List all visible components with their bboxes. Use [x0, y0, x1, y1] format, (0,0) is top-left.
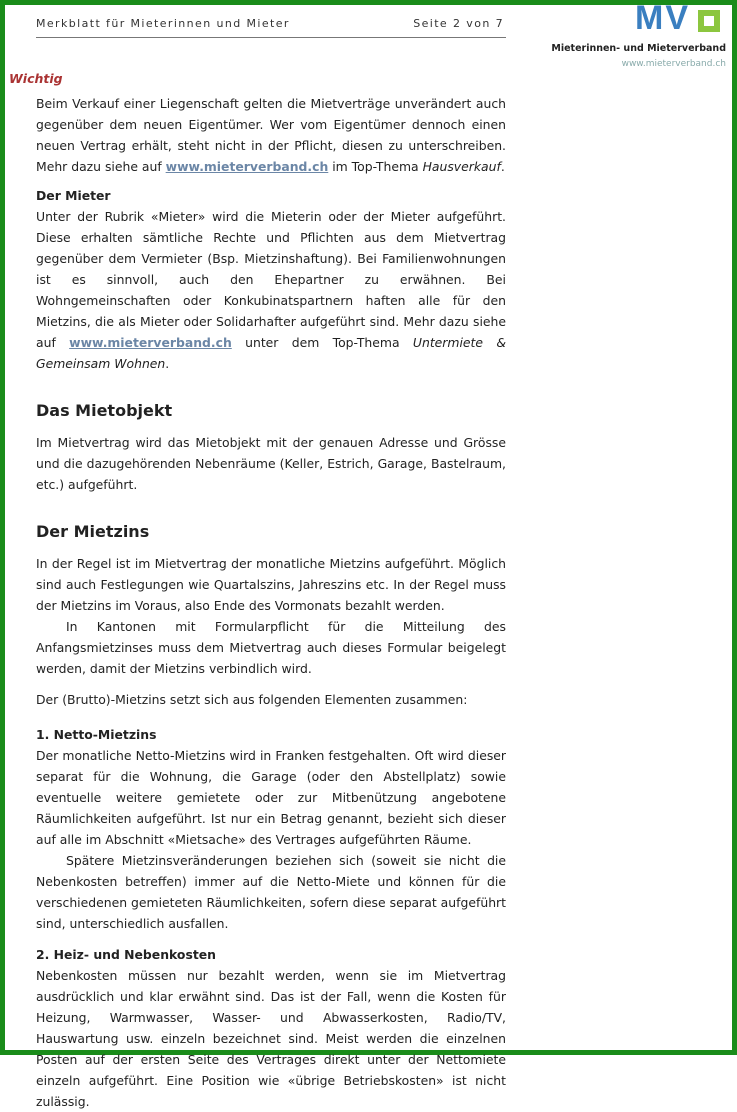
mieter-text-c: .	[165, 356, 170, 371]
netto-p2: Spätere Mietzinsveränderungen beziehen sich (soweit sie nicht die Nebenkosten betreffen) immer auf die Netto-Miete und können für die verschiedenen gemieteten Räumlichkeiten, sofern diese separat aufgeführt sind, unterschiedlich ausfallen.	[36, 853, 506, 931]
logo-website: www.mieterverband.ch	[621, 59, 726, 69]
wichtig-link[interactable]: www.mieterverband.ch	[165, 159, 329, 174]
mieter-text-b: unter dem Top-Thema	[231, 335, 413, 350]
mieter-link[interactable]: www.mieterverband.ch	[69, 335, 232, 350]
wichtig-text	[36, 93, 506, 177]
mietzins-heading: Der Mietzins	[36, 522, 150, 541]
netto-heading: 1. Netto-Mietzins	[36, 727, 157, 742]
mietobjekt-text: Im Mietvertrag wird das Mietobjekt mit der genauen Adresse und Grösse und die dazugehörenden Nebenräume (Keller, Estrich, Garage, Bastelraum, etc.) aufgeführt.	[36, 435, 506, 492]
mieter-text-a: Unter der Rubrik «Mieter» wird die Mieterin oder der Mieter aufgeführt. Diese erhalten sämtliche Rechte und Pflichten aus dem Mietvertrag gegenüber dem Vermieter (Bsp. Mietzinshaftung). Bei Familienwohnungen ist es sinnvoll, auch den Ehepartner zu erwähnen. Bei Wohngemeinschaften oder Konkubinatspartnern haften alle für den Mietzins, die als Mieter oder Solidarhafter aufgeführt sind. Mehr dazu siehe auf	[36, 209, 506, 350]
mieter-heading: Der Mieter	[36, 188, 111, 203]
logo-org-name: Mieterinnen- und Mieterverband	[551, 43, 726, 54]
wichtig-topic: Hausverkauf	[422, 159, 501, 174]
mietzins-p1: In der Regel ist im Mietvertrag der monatliche Mietzins aufgeführt. Möglich sind auch Festlegungen wie Quartalszins, Jahreszins etc. In der Regel muss der Mietzins im Voraus, also Ende des Vormonats bezahlt werden.	[36, 556, 506, 613]
page-header	[36, 15, 506, 38]
mietzins-p3: Der (Brutto)-Mietzins setzt sich aus folgenden Elementen zusammen:	[36, 692, 468, 707]
logo-square-icon	[698, 10, 720, 32]
mieter-topic: Untermiete & Gemeinsam Wohnen	[36, 335, 506, 371]
page-number: Seite 2 von 7	[413, 17, 504, 30]
mieter-text	[36, 206, 506, 374]
header-title: Merkblatt für Mieterinnen und Mieter	[36, 17, 290, 30]
wichtig-label: Wichtig	[9, 71, 63, 86]
mietzins-p2: In Kantonen mit Formularpflicht für die Mitteilung des Anfangsmietzinses muss dem Mietvertrag auch dieses Formular beigelegt werden, damit der Mietzins verbindlich wird.	[36, 619, 506, 676]
main-content	[36, 71, 506, 1112]
neben-p1: Nebenkosten müssen nur bezahlt werden, wenn sie im Mietvertrag ausdrücklich und klar erwähnt sind. Das ist der Fall, wenn die Kosten für Heizung, Warmwasser, Wasser- und Abwasserkosten, Radio/TV, Hauswartung usw. einzeln bezeichnet sind. Meist werden die einzelnen Posten auf der ersten Seite des Vertrages direkt unter der Nettomiete einzeln aufgeführt. Eine Position wie «übrige Betriebskosten» ist nicht zulässig.	[36, 968, 506, 1109]
wichtig-text-b: im Top-Thema	[328, 159, 423, 174]
mv-logo	[551, 0, 728, 71]
wichtig-text-c: .	[500, 159, 505, 174]
wichtig-text-a: Beim Verkauf einer Liegenschaft gelten die Mietverträge unverändert auch gegenüber dem neuen Eigentümer. Wer vom Eigentümer dennoch einen neuen Vertrag erhält, steht nicht in der Pflicht, diesen zu unterschreiben. Mehr dazu siehe auf	[36, 96, 506, 174]
logo-mark: MV	[635, 0, 690, 37]
netto-p1: Der monatliche Netto-Mietzins wird in Franken festgehalten. Oft wird dieser separat für die Wohnung, die Garage (oder den Abstellplatz) sowie eventuelle weitere gemietete oder zur Mitbenützung angebotene Räumlichkeiten aufgeführt. Ist nur ein Betrag genannt, bezieht sich dieser auf alle im Abschnitt «Mietsache» des Vertrages aufgeführten Räume.	[36, 748, 506, 847]
mietobjekt-heading: Das Mietobjekt	[36, 401, 173, 420]
neben-heading: 2. Heiz- und Nebenkosten	[36, 947, 216, 962]
